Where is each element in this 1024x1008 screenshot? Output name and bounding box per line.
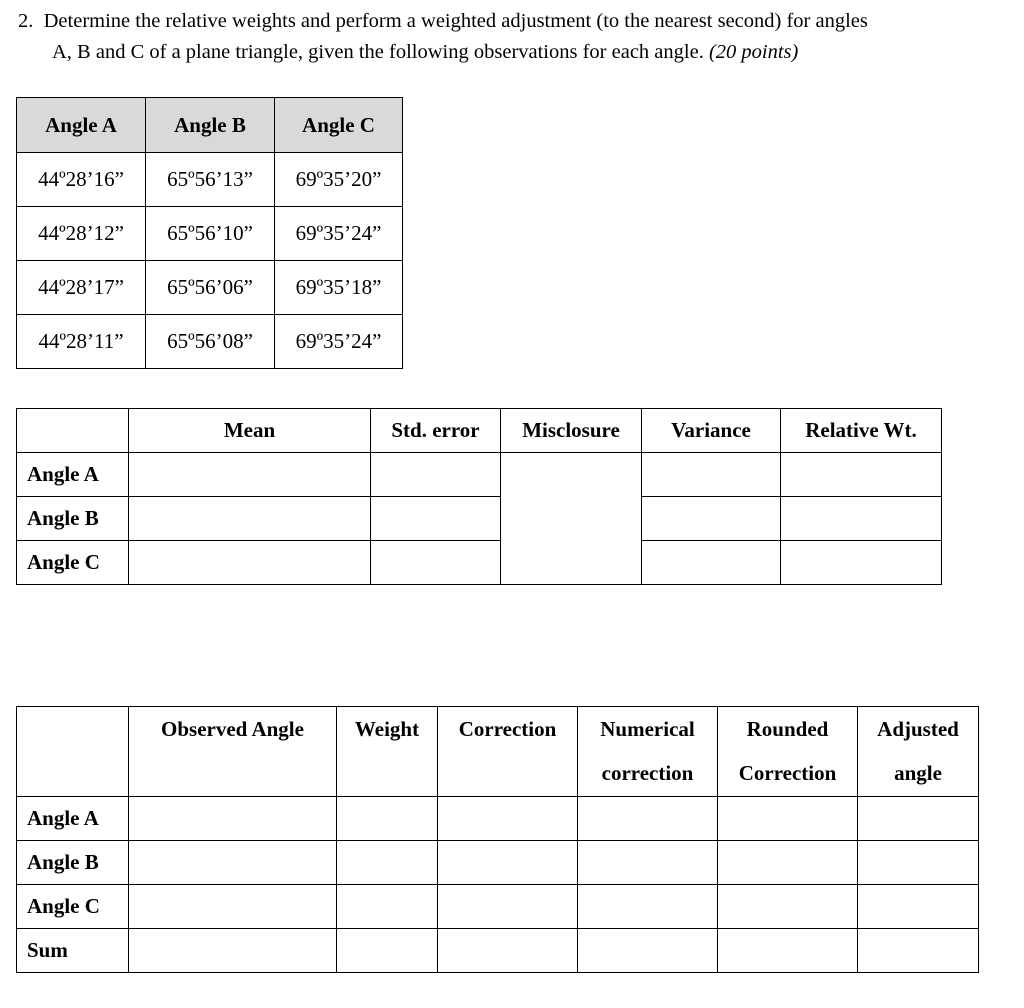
cell: 44º28’17” xyxy=(17,261,146,315)
cell[interactable] xyxy=(438,885,578,929)
header-relative-wt: Relative Wt. xyxy=(781,409,942,453)
relative-wt-cell[interactable] xyxy=(781,541,942,585)
misclosure-cell[interactable] xyxy=(501,453,642,585)
mean-cell[interactable] xyxy=(129,453,371,497)
cell[interactable] xyxy=(129,797,337,841)
cell[interactable] xyxy=(337,841,438,885)
mean-cell[interactable] xyxy=(129,497,371,541)
question-line-2: A, B and C of a plane triangle, given the following observations for each angle. xyxy=(52,41,704,63)
cell: 65º56’13” xyxy=(146,153,275,207)
cell: 69º35’18” xyxy=(275,261,403,315)
table-row xyxy=(17,541,942,585)
header-rounded-correction: Rounded Correction xyxy=(718,707,858,797)
table-row xyxy=(17,261,403,315)
cell[interactable] xyxy=(578,929,718,973)
header-angle-c: Angle C xyxy=(275,98,403,153)
cell: 69º35’24” xyxy=(275,207,403,261)
cell: 44º28’11” xyxy=(17,315,146,369)
cell[interactable] xyxy=(337,885,438,929)
table-header-row xyxy=(17,98,403,153)
cell[interactable] xyxy=(578,885,718,929)
table-header-row xyxy=(17,409,942,453)
cell[interactable] xyxy=(129,841,337,885)
row-label: Sum xyxy=(17,929,129,973)
header-std-error: Std. error xyxy=(371,409,501,453)
cell: 69º35’20” xyxy=(275,153,403,207)
header-blank xyxy=(17,409,129,453)
table-row xyxy=(17,497,942,541)
header-observed-angle: Observed Angle xyxy=(129,707,337,797)
variance-cell[interactable] xyxy=(642,453,781,497)
header-adjusted-angle: Adjusted angle xyxy=(858,707,979,797)
row-label: Angle B xyxy=(17,497,129,541)
cell[interactable] xyxy=(578,841,718,885)
header-angle-a: Angle A xyxy=(17,98,146,153)
adjustment-table xyxy=(16,706,979,973)
cell[interactable] xyxy=(337,797,438,841)
cell: 44º28’12” xyxy=(17,207,146,261)
cell[interactable] xyxy=(337,929,438,973)
relative-wt-cell[interactable] xyxy=(781,497,942,541)
header-blank xyxy=(17,707,129,797)
cell: 44º28’16” xyxy=(17,153,146,207)
table-row xyxy=(17,207,403,261)
cell[interactable] xyxy=(858,841,979,885)
table-row xyxy=(17,797,979,841)
stats-table xyxy=(16,408,942,585)
table-row xyxy=(17,885,979,929)
header-weight: Weight xyxy=(337,707,438,797)
header-variance: Variance xyxy=(642,409,781,453)
table-header-row xyxy=(17,707,979,797)
cell[interactable] xyxy=(578,797,718,841)
observations-table xyxy=(16,97,403,369)
cell[interactable] xyxy=(858,797,979,841)
std-error-cell[interactable] xyxy=(371,497,501,541)
row-label: Angle C xyxy=(17,885,129,929)
row-label: Angle B xyxy=(17,841,129,885)
cell[interactable] xyxy=(129,885,337,929)
row-label: Angle A xyxy=(17,797,129,841)
cell[interactable] xyxy=(129,929,337,973)
question-text xyxy=(18,6,868,68)
cell[interactable] xyxy=(438,929,578,973)
cell[interactable] xyxy=(718,885,858,929)
header-mean: Mean xyxy=(129,409,371,453)
cell: 65º56’06” xyxy=(146,261,275,315)
table-row xyxy=(17,841,979,885)
cell[interactable] xyxy=(718,797,858,841)
std-error-cell[interactable] xyxy=(371,453,501,497)
table-row xyxy=(17,929,979,973)
question-number: 2. xyxy=(18,10,34,32)
table-row xyxy=(17,153,403,207)
header-misclosure: Misclosure xyxy=(501,409,642,453)
cell[interactable] xyxy=(438,841,578,885)
question-line-1: Determine the relative weights and perform a weighted adjustment (to the nearest second) for angles xyxy=(43,10,868,32)
cell: 65º56’08” xyxy=(146,315,275,369)
cell[interactable] xyxy=(858,885,979,929)
cell[interactable] xyxy=(438,797,578,841)
cell: 65º56’10” xyxy=(146,207,275,261)
header-numerical-correction: Numerical correction xyxy=(578,707,718,797)
mean-cell[interactable] xyxy=(129,541,371,585)
table-row xyxy=(17,315,403,369)
relative-wt-cell[interactable] xyxy=(781,453,942,497)
cell[interactable] xyxy=(858,929,979,973)
header-angle-b: Angle B xyxy=(146,98,275,153)
table-row xyxy=(17,453,942,497)
row-label: Angle A xyxy=(17,453,129,497)
question-points: (20 points) xyxy=(708,41,799,63)
variance-cell[interactable] xyxy=(642,497,781,541)
cell[interactable] xyxy=(718,841,858,885)
std-error-cell[interactable] xyxy=(371,541,501,585)
header-correction: Correction xyxy=(438,707,578,797)
variance-cell[interactable] xyxy=(642,541,781,585)
cell[interactable] xyxy=(718,929,858,973)
cell: 69º35’24” xyxy=(275,315,403,369)
row-label: Angle C xyxy=(17,541,129,585)
